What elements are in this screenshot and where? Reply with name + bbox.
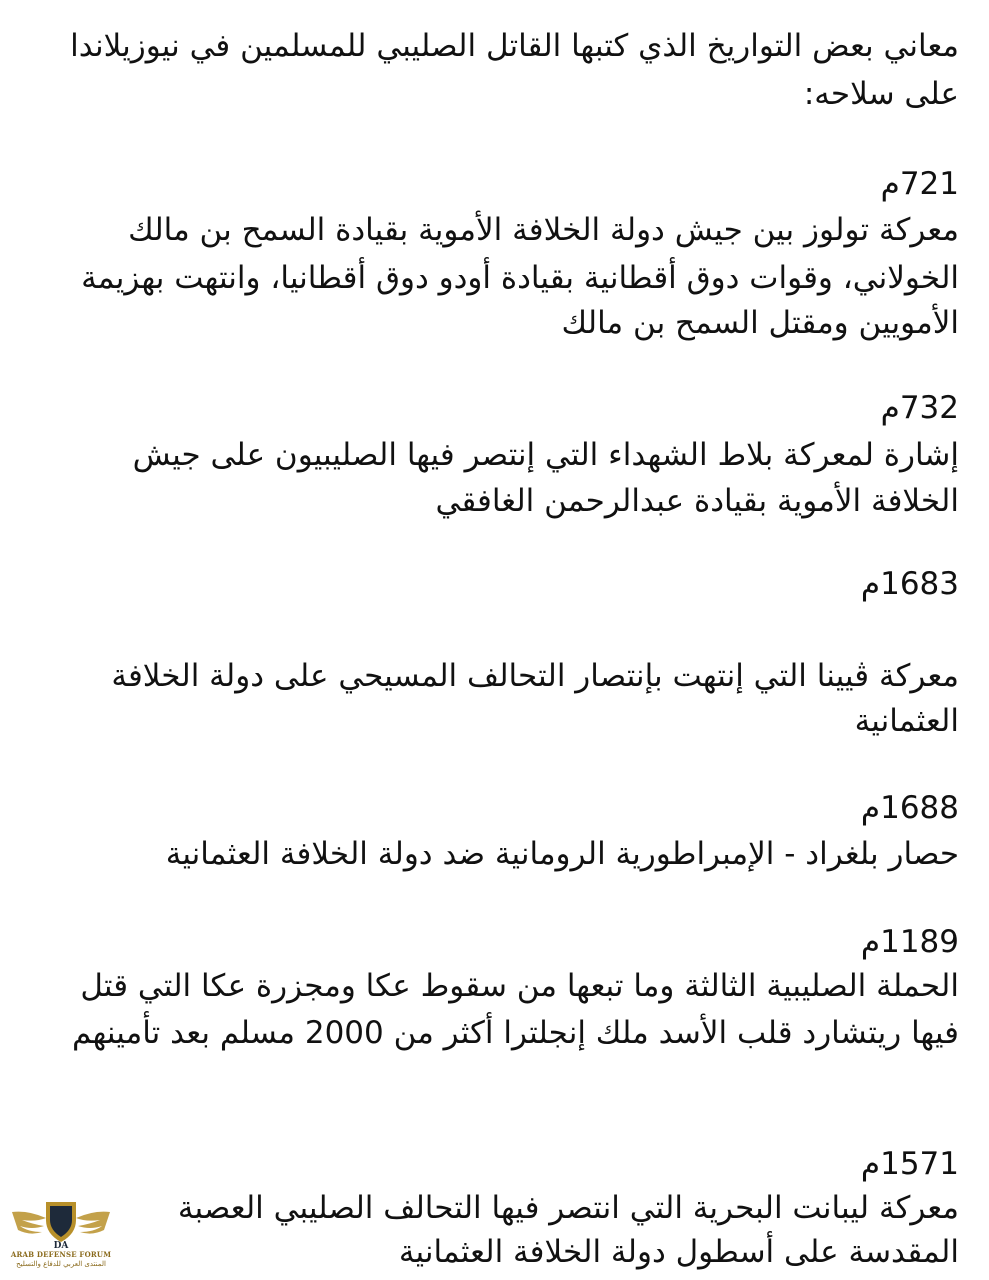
logo-name: ARAB DEFENSE FORUM (10, 1250, 112, 1259)
entry-line: الأمويين ومقتل السمح بن مالك (561, 305, 959, 341)
entry-line: فيها ريتشارد قلب الأسد ملك إنجلترا أكثر من 2000 مسلم بعد تأمينهم (71, 1015, 959, 1051)
logo-subtitle: المنتدى العربي للدفاع والتسليح (16, 1260, 106, 1268)
entry-year: 1688م (860, 790, 959, 826)
entry-year: 732م (880, 390, 959, 426)
entry-year: 1571م (860, 1146, 959, 1182)
entry-year: 721م (880, 166, 959, 202)
arab-defense-forum-logo (6, 1194, 116, 1274)
logo-abbr: DA (53, 1241, 69, 1250)
entry-line: معركة تولوز بين جيش دولة الخلافة الأموية بقيادة السمح بن مالك (128, 212, 959, 248)
entry-line: المقدسة على أسطول دولة الخلافة العثمانية (398, 1234, 959, 1270)
entry-line: حصار بلغراد - الإمبراطورية الرومانية ضد دولة الخلافة العثمانية (165, 836, 959, 872)
entry-line: العثمانية (854, 703, 959, 739)
intro-line: على سلاحه: (803, 76, 959, 112)
intro-line: معاني بعض التواريخ الذي كتبها القاتل الصليبي للمسلمين في نيوزيلاندا (70, 28, 959, 64)
entry-year: 1683م (860, 566, 959, 602)
entry-line: إشارة لمعركة بلاط الشهداء التي إنتصر فيها الصليبيون على جيش (132, 437, 959, 473)
entry-year: 1189م (860, 924, 959, 960)
entry-line: الحملة الصليبية الثالثة وما تبعها من سقوط عكا ومجزرة عكا التي قتل (80, 968, 959, 1004)
entry-line: معركة ليبانت البحرية التي انتصر فيها التحالف الصليبي العصبة (177, 1190, 959, 1226)
entry-line: الخلافة الأموية بقيادة عبدالرحمن الغافقي (435, 483, 959, 519)
entry-line: معركة ڤيينا التي إنتهت بإنتصار التحالف المسيحي على دولة الخلافة (111, 658, 959, 694)
entry-line: الخولاني، وقوات دوق أقطانية بقيادة أودو دوق أقطانيا، وانتهت بهزيمة (81, 260, 959, 296)
winged-shield-icon (6, 1194, 116, 1250)
